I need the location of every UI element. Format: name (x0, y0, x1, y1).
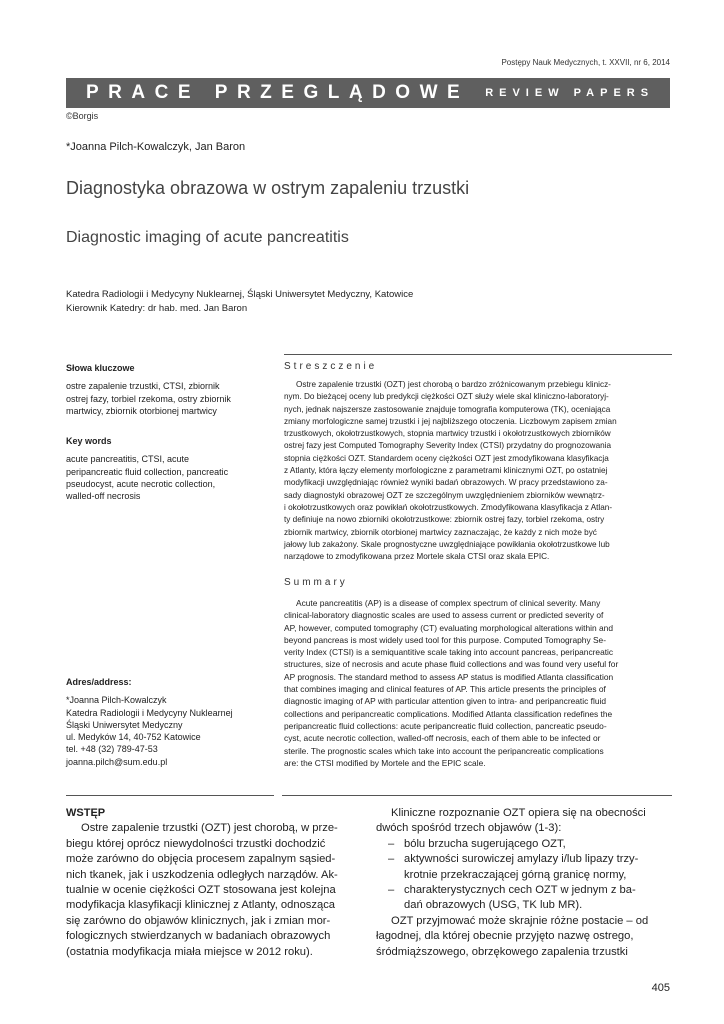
abstract-line: diagnostic imaging of AP with particular attention given to intra- and peripancreatic fluid (284, 696, 607, 707)
keywords-english-heading: Key words (66, 436, 112, 446)
body-divider-left (66, 795, 274, 796)
keyword-line: acute pancreatitis, CTSI, acute (66, 454, 190, 465)
copyright: ©Borgis (66, 111, 99, 121)
address-email: joanna.pilch@sum.edu.pl (66, 756, 168, 767)
abstract-line: zbiornik martwicy, zbiornik otorbionej martwicy zaznaczając, że każdy z nich może być (284, 527, 597, 537)
abstract-line: Acute pancreatitis (AP) is a disease of complex spectrum of clinical severity. Many (296, 598, 601, 608)
keywords-polish (66, 362, 271, 417)
abstract-line: modyfikacji uwzględniając również wyniki badań obrazowych. W pracy przedstawiono za- (284, 478, 608, 488)
abstract-line: AP prognosis. The standard method to assess AP status is modified Atlanta classification (284, 671, 614, 682)
list-item: – bólu brzucha sugerującego OZT, (376, 837, 672, 852)
body-line: Kliniczne rozpoznanie OZT opiera się na obecności (391, 807, 646, 819)
symptom-list (376, 837, 672, 914)
abstract-line: AP, however, computed tomography (CT) evaluating morphological alterations within and (284, 622, 613, 633)
abstract-line: ty definiuje na nowo zbiorniki okołotrzustkowe: zbiornik ostrej fazy, torbiel rzekoma, ostry (284, 515, 605, 525)
abstract-line: cyst, acute necrotic collection, walled-off necrosis, each of them able to be infected or (284, 733, 601, 744)
address-line: *Joanna Pilch-Kowalczyk (66, 695, 167, 706)
body-line: nich tkanek, jak i uszkodzenia odległych narządów. Ak- (66, 868, 338, 881)
body-line: Ostre zapalenie trzustki (OZT) jest chorobą, w prze- (81, 822, 338, 835)
address-heading: Adres/address: (66, 677, 132, 687)
body-line: (ostatnia modyfikacja miała miejsce w 2012 roku). (66, 945, 313, 958)
keyword-line: peripancreatic fluid collection, pancreatic (66, 466, 229, 477)
address-line: ul. Medyków 14, 40-752 Katowice (66, 732, 201, 743)
address-line: Śląski Uniwersytet Medyczny (66, 719, 183, 730)
abstract-line: nych, jednak najszersze zastosowanie znajduje tomografia komputerowa (TK), oceniająca (284, 404, 611, 414)
banner-polish: PRACE PRZEGLĄDOWE (86, 82, 470, 103)
body-column-1 (66, 806, 362, 960)
body-line: się zarówno do objawów klinicznych, jak i zmian mor- (66, 914, 331, 927)
abstract-divider (284, 354, 672, 355)
body-line: OZT przyjmować może skrajnie różne postacie – od (391, 914, 649, 927)
body-line: śródmiąższowego, obrzękowego zapalenia trzustki (376, 945, 628, 958)
affiliation-line: Kierownik Katedry: dr hab. med. Jan Baron (66, 303, 248, 314)
summary-heading: Summary (284, 577, 348, 588)
affiliation (66, 288, 413, 316)
abstract-line: zmiany morfologiczne samej trzustki i jej najbliższego otoczenia. Liczbowym zapisem zmian (284, 416, 617, 426)
body-divider-right (282, 795, 672, 796)
list-item: – aktywności surowiczej amylazy i/lub lipazy trzy- krotnie przekraczającej górną granicę normy, (376, 852, 672, 883)
abstract-line: beyond pancreas is most widely used tool for this purpose. Computed Tomography Se- (284, 634, 606, 645)
keywords-english (66, 435, 271, 502)
address-line: Katedra Radiologii i Medycyny Nuklearnej (66, 707, 233, 718)
body-line: biegu której oprócz niewydolności trzustki dochodzić (66, 837, 326, 850)
abstract-line: collections and peripancreatic complications. Modified Atlanta classification redefines the (284, 708, 613, 719)
body-line: tualnie w ocenie ciężkości OZT stosowana jest kolejna (66, 884, 336, 897)
body-line: może zarówno do objęcia procesem zapalnym sąsied- (66, 853, 336, 866)
body-line: modyfikacja klasyfikacji klinicznej z Atlanty, odnosząca (66, 899, 336, 912)
body-column-2 (376, 806, 672, 960)
abstract-line: trzustkowych, okołotrzustkowych, stopnia martwicy trzustki i okołotrzustkowych zbiorników (284, 429, 611, 439)
affiliation-line: Katedra Radiologii i Medycyny Nuklearnej, Śląski Uniwersytet Medyczny, Katowice (66, 289, 414, 300)
abstract-line: Ostre zapalenie trzustki (OZT) jest chorobą o bardzo zróżnicowanym przebiegu klinicz- (296, 380, 611, 389)
abstract-line: are: the CTSI modified by Mortele and the EPIC scale. (284, 757, 486, 768)
keyword-line: walled-off necrosis (66, 491, 141, 502)
abstract-line: clinical-laboratory diagnostic scales are used to assess current or predicted severity of (284, 610, 604, 621)
banner-english: REVIEW PAPERS (485, 87, 655, 99)
keyword-line: ostrej fazy, torbiel rzekoma, ostry zbiornik (66, 393, 231, 404)
body-line: dwóch spośród trzech objawów (1-3): (376, 822, 562, 835)
title-polish: Diagnostyka obrazowa w ostrym zapaleniu trzustki (66, 178, 470, 198)
body-line: łagodnej, dla której obecnie przyjęto nazwę ostrego, (376, 930, 634, 943)
streszczenie-heading: Streszczenie (284, 361, 378, 372)
abstract-line: sterile. The prognostic scales which take into account the peripancreatic complications (284, 745, 604, 756)
abstract-line: stopnia ciężkości OZT. Standardem oceny ciężkości OZT jest zmodyfikowana klasyfikacja (284, 453, 609, 463)
abstract-line: nym. Do bieżącej oceny lub predykcji ciężkości OZT służy wiele skal kliniczno-laboratoryj- (284, 392, 609, 402)
list-item: – charakterystycznych cech OZT w jednym z ba- dań obrazowych (USG, TK lub MR). (376, 883, 672, 914)
authors: *Joanna Pilch-Kowalczyk, Jan Baron (66, 141, 246, 153)
abstract-line: structures, size of necrosis and acute phase fluid collections and was found very useful for (284, 659, 619, 670)
title-english: Diagnostic imaging of acute pancreatitis (66, 229, 349, 246)
abstract-line: that combines imaging and clinical features of AP. This article presents the principles of (284, 684, 606, 695)
abstract-line: peripancreatic fluid collections: acute peripancreatic fluid collection, pancreatic pseudo- (284, 720, 607, 731)
body-line: fologicznych stwierdzanych w badaniach obrazowych (66, 930, 331, 943)
abstract-line: verity Index (CTSI) is a semiquantitive scale taking into account pancreas, peripancreatic (284, 647, 614, 658)
section-banner (66, 78, 670, 108)
abstract-line: ostrej fazy jest Computed Tomography Severity Index (CTSI) przydatny do prognozowania (284, 441, 612, 451)
abstract-line: z Atlanty, która łączy elementy morfologiczne z parametrami klinicznymi OZT, po ostatniej (284, 466, 608, 476)
page-number: 405 (651, 982, 670, 994)
summary-text (284, 597, 672, 769)
keywords-polish-heading: Słowa kluczowe (66, 363, 135, 373)
abstract-line: i okołotrzustkowych oraz powikłań okołotrzustkowych. Zmodyfikowana klasyfikacja z Atlan- (284, 502, 613, 512)
keyword-line: pseudocyst, acute necrotic collection, (66, 478, 216, 489)
journal-reference: Postępy Nauk Medycznych, t. XXVII, nr 6, 2014 (501, 58, 670, 67)
abstract-line: narządowe to zmodyfikowana przez Mortele skala CTSI oraz skala EPIC. (284, 552, 550, 562)
abstract-line: sady diagnostyki obrazowej OZT ze szczególnym uwzględnieniem zbiorników wewnątrz- (284, 490, 605, 500)
section-heading-wstep: WSTĘP (66, 807, 106, 819)
address-line: tel. +48 (32) 789-47-53 (66, 744, 158, 755)
keyword-line: ostre zapalenie trzustki, CTSI, zbiornik (66, 381, 220, 392)
streszczenie-text (284, 379, 672, 563)
keyword-line: martwicy, zbiornik otorbionej martwicy (66, 405, 217, 416)
address-block (66, 676, 271, 768)
abstract-line: jałowy lub zakażony. Skale prognostyczne uwzględniające powikłania okołotrzustkowe lub (284, 539, 610, 549)
